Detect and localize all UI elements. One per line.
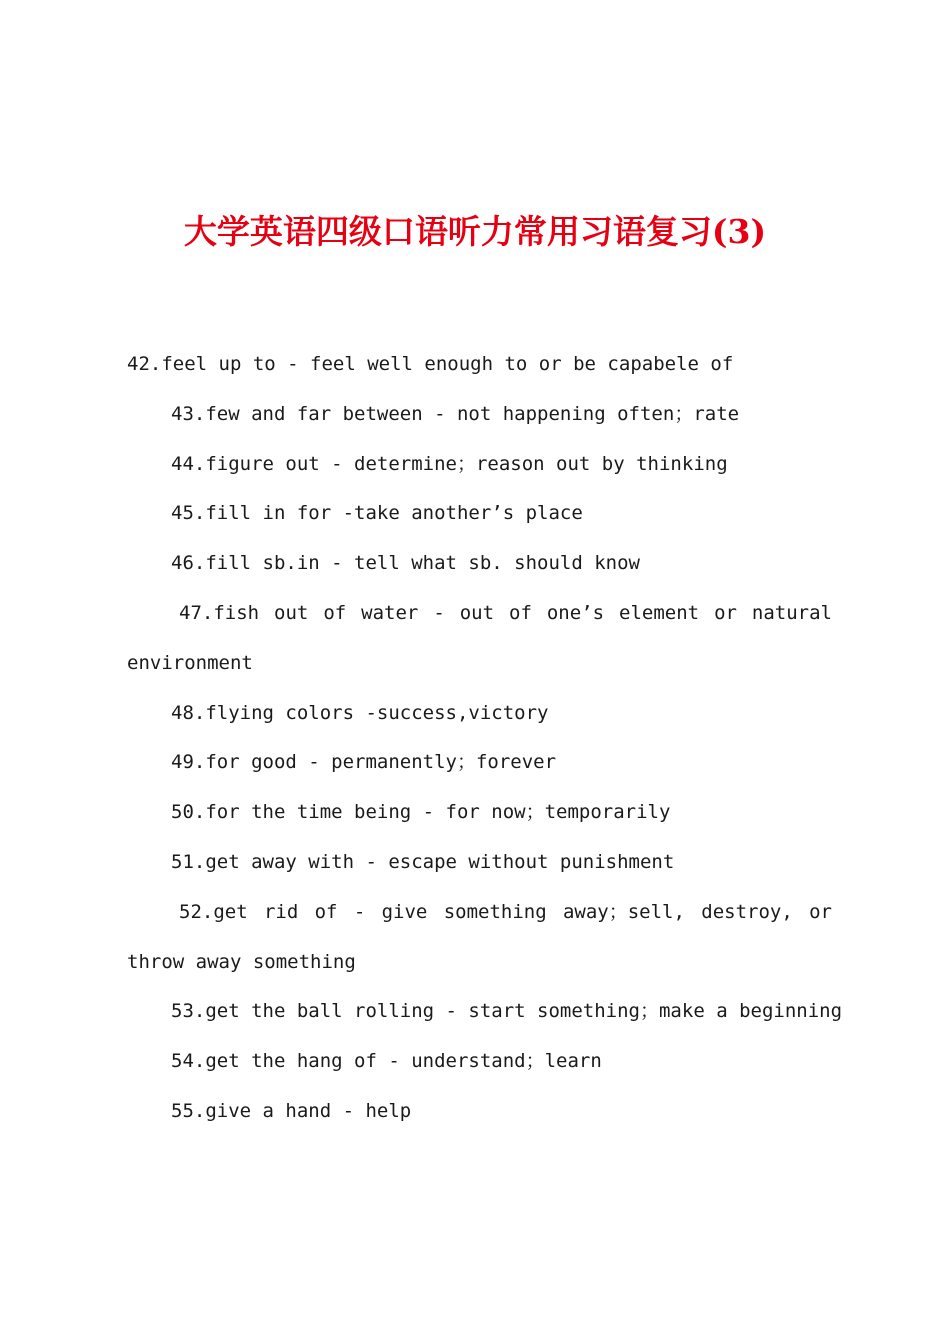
idiom-item: 42.feel up to - feel well enough to or be capabele of xyxy=(127,353,734,375)
idiom-item: 43.few and far between - not happening often；rate xyxy=(171,402,740,425)
idiom-list xyxy=(127,340,843,1137)
idiom-item: 50.for the time being - for now；temporarily xyxy=(171,801,671,824)
document-title: 大学英语四级口语听力常用习语复习(3) xyxy=(183,212,767,251)
idiom-item: 53.get the ball rolling - start something；make a beginning xyxy=(171,1000,843,1023)
idiom-item: 52.get rid of - give something away；sell, destroy, or throw away something xyxy=(127,900,832,973)
idiom-item: 55.give a hand - help xyxy=(171,1099,412,1122)
idiom-item: 51.get away with - escape without punishment xyxy=(171,850,675,873)
idiom-item: 44.figure out - determine；reason out by thinking xyxy=(171,452,728,475)
idiom-item: 48.flying colors -success,victory xyxy=(171,701,549,724)
idiom-item: 54.get the hang of - understand；learn xyxy=(171,1050,602,1073)
idiom-item: 46.fill sb.in - tell what sb. should know xyxy=(171,552,640,575)
idiom-item: 47.fish out of water - out of one’s element or natural environment xyxy=(127,601,832,674)
idiom-item: 49.for good - permanently；forever xyxy=(171,751,557,774)
idiom-item: 45.fill in for -take another’s place xyxy=(171,502,583,525)
